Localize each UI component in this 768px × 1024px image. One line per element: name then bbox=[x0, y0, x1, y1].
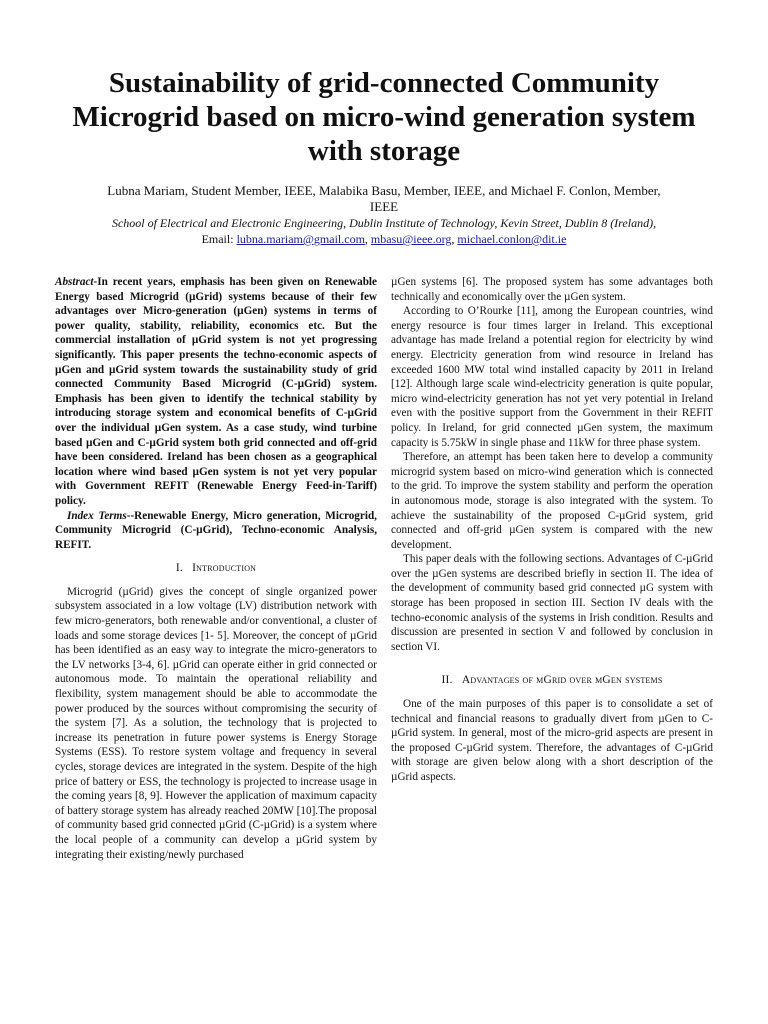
intro-paragraph-1: Microgrid (µGrid) gives the concept of single organized power subsystem associated in a low voltage (LV) distribution network with few micro-generators, both renewable and/or conventional, a cluster of loads and some storage devices [1- 5]. Moreover, the concept of µGrid has been identified as an easy way to integrate the micro-generators to the LV networks [3-4, 6]. µGrid can operate either in grid connected or autonomous mode. To maintain the operational reliability and flexibility, system management should be able to accommodate the power produced by the sources without compromising the security of the system [7]. As a solution, the technology that is projected to increase its penetration in future power systems is Energy Storage Systems (ESS). To restore system voltage and frequency in several cycles, storage devices are integrated in the system. Despite of the high price of battery or ESS, the technology is projected to increase usage in the coming years [8, 9]. However the application of maximum capacity of battery storage system has already reached 20MW [10].The proposal of community based grid connected µGrid (C-µGrid) is a system where the local people of a community can develop a µGrid system by integrating their existing/newly purchased bbox=[55, 585, 377, 861]
section-title: Advantages of µGrid over µGen systems bbox=[461, 674, 663, 687]
index-terms bbox=[55, 509, 377, 553]
abstract bbox=[55, 275, 377, 509]
paper-title: Sustainability of grid-connected Community Microgrid based on micro-wind generation system with storage bbox=[72, 67, 696, 167]
email-line bbox=[40, 232, 728, 247]
email-separator: , bbox=[364, 232, 371, 246]
intro-paragraph-1-continued: µGen systems [6]. The proposed system has some advantages both technically and economically over the µGen system. bbox=[391, 276, 713, 303]
email-link-1[interactable]: lubna.mariam@gmail.com bbox=[236, 232, 365, 246]
section-heading-2 bbox=[391, 673, 713, 688]
intro-paragraph-3: Therefore, an attempt has been taken here to develop a community microgrid system based on micro-wind generation which is connected to the grid. To improve the system stability and perform the operation in autonomous mode, storage is also integrated with the system. To achieve the sustainability of the proposed C-µGrid system, grid connected and off-grid µGen system is compared with the new development. bbox=[391, 451, 713, 551]
section-number: II. bbox=[441, 674, 453, 687]
intro-paragraph-4: This paper deals with the following sections. Advantages of C-µGrid over the µGen systems are described briefly in section II. The idea of the development of community based grid connected µG system with storage has been proposed in section III. Section IV deals with the techno-economic analysis of the systems in Irish condition. Results and discussion are presented in section V and followed by conclusion in section VI. bbox=[391, 553, 713, 653]
intro-paragraph-2: According to O’Rourke [11], among the European countries, wind energy resource is four times larger in Ireland. This exceptional advantage has made Ireland a potential region for electricity by wind energy. Electricity generation from wind resource in Ireland has exceeded 1600 MW total wind installed capacity by 2011 in Ireland [12]. Although large scale wind-electricity generation is quite popular, micro wind-electricity generation has not yet very potential in Ireland even with the positive support from the Government in their REFIT policy. In Ireland, for grid connected µGen system, the maximum capacity is 5.75kW in single phase and 11kW for three phase system. bbox=[391, 305, 713, 449]
email-link-3[interactable]: michael.conlon@dit.ie bbox=[457, 232, 567, 246]
section-heading-1 bbox=[55, 561, 377, 576]
section-number: I. bbox=[175, 562, 183, 575]
email-link-2[interactable]: mbasu@ieee.org bbox=[370, 232, 452, 246]
section2-paragraph-1: One of the main purposes of this paper is to consolidate a set of technical and financial reasons to gradually divert from µGen to C-µGrid system. In general, most of the micro-grid aspects are present in the proposed C-µGrid system. Therefore, the advantages of C-µGrid with storage are given below along with a short description of the µGrid aspects. bbox=[391, 698, 713, 783]
abstract-text: In recent years, emphasis has been given on Renewable Energy based Microgrid (µGrid) systems because of their few advantages over Micro-generation (µGen) systems in terms of power quality, stability, reliability, economics etc. But the commercial installation of µGrid system is not yet progressing significantly. This paper presents the techno-economic aspects of µGen and µGrid system towards the sustainability study of grid connected Community Based Microgrid (C-µGrid) system. Emphasis has been given to identify the technical stability by introducing storage system and economical benefits of C-µGrid over the individual µGen system. As a case study, wind turbine based µGen and C-µGrid system both grid connected and off-grid have been considered. Ireland has been chosen as a geographical location where wind based µGen system is not yet very popular with Government REFIT (Renewable Energy Feed-in-Tariff) policy. bbox=[55, 276, 377, 507]
index-terms-label: Index Terms bbox=[67, 509, 127, 522]
email-separator: , bbox=[451, 232, 458, 246]
email-label: Email: bbox=[201, 232, 234, 246]
right-column bbox=[391, 275, 713, 785]
left-column bbox=[55, 275, 377, 862]
affiliation: School of Electrical and Electronic Engineering, Dublin Institute of Technology, Kevin Street, Dublin 8 (Ireland), bbox=[111, 216, 657, 230]
index-terms-text: --Renewable Energy, Micro generation, Microgrid, Community Microgrid (C-µGrid), Techno-economic Analysis, REFIT. bbox=[55, 509, 377, 551]
abstract-label: Abstract- bbox=[55, 276, 98, 288]
section-title: Introduction bbox=[192, 562, 257, 575]
authors: Lubna Mariam, Student Member, IEEE, Malabika Basu, Member, IEEE, and Michael F. Conlon, Member, IEEE bbox=[107, 183, 661, 214]
